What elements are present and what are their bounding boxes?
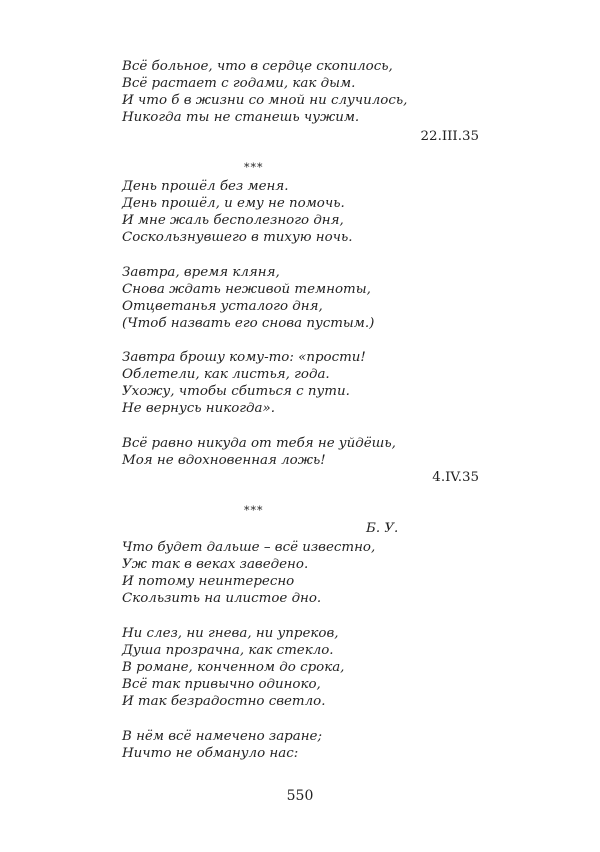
poem3-line: Скользить на илистое дно. <box>122 591 322 606</box>
poem2-line: Завтра брошу кому-то: «прости! <box>122 350 366 365</box>
poem3-line: В нём всё намечено заране; <box>122 729 322 744</box>
poem3-line: Всё так привычно одиноко, <box>122 677 321 692</box>
poem3-line: И потому неинтересно <box>122 574 295 589</box>
poem2-line: Ухожу, чтобы сбиться с пути. <box>122 384 350 399</box>
poem2-line: День прошёл, и ему не помочь. <box>122 196 345 211</box>
poem-separator: *** <box>244 161 264 174</box>
poem3-line: В романе, конченном до срока, <box>122 660 345 675</box>
poem2-line: Отцветанья усталого дня, <box>122 299 323 314</box>
poem1-date: 22.III.35 <box>420 129 479 144</box>
poem3-line: Уж так в веках заведено. <box>122 557 309 572</box>
poem3-line: Ни слез, ни гнева, ни упреков, <box>122 626 339 641</box>
page-number: 550 <box>286 788 314 804</box>
poem-separator: *** <box>244 504 264 517</box>
poem2-line: (Чтоб назвать его снова пустым.) <box>122 316 375 331</box>
poem1-line: Всё растает с годами, как дым. <box>122 76 356 91</box>
poem3-dedication: Б. У. <box>366 521 399 536</box>
poem3-line: Душа прозрачна, как стекло. <box>122 643 334 658</box>
poem2-line: Снова ждать неживой темноты, <box>122 282 371 297</box>
poem1-line: И что б в жизни со мной ни случилось, <box>122 93 408 108</box>
poem2-line: И мне жаль бесполезного дня, <box>122 213 344 228</box>
poem2-line: Не вернусь никогда». <box>122 401 275 416</box>
poem3-line: Ничто не обмануло нас: <box>122 746 299 761</box>
poem1-line: Никогда ты не станешь чужим. <box>122 110 360 125</box>
poem2-line: Всё равно никуда от тебя не уйдёшь, <box>122 436 396 451</box>
poem2-line: Завтра, время кляня, <box>122 265 280 280</box>
poem2-line: Моя не вдохновенная ложь! <box>122 453 326 468</box>
poem2-line: Облетели, как листья, года. <box>122 367 330 382</box>
poem1-line: Всё больное, что в сердце скопилось, <box>122 59 393 74</box>
poem3-line: И так безрадостно светло. <box>122 694 326 709</box>
poem2-line: Соскользнувшего в тихую ночь. <box>122 230 353 245</box>
poem2-date: 4.IV.35 <box>432 470 479 485</box>
poem3-line: Что будет дальше – всё известно, <box>122 540 376 555</box>
poem2-line: День прошёл без меня. <box>122 179 289 194</box>
